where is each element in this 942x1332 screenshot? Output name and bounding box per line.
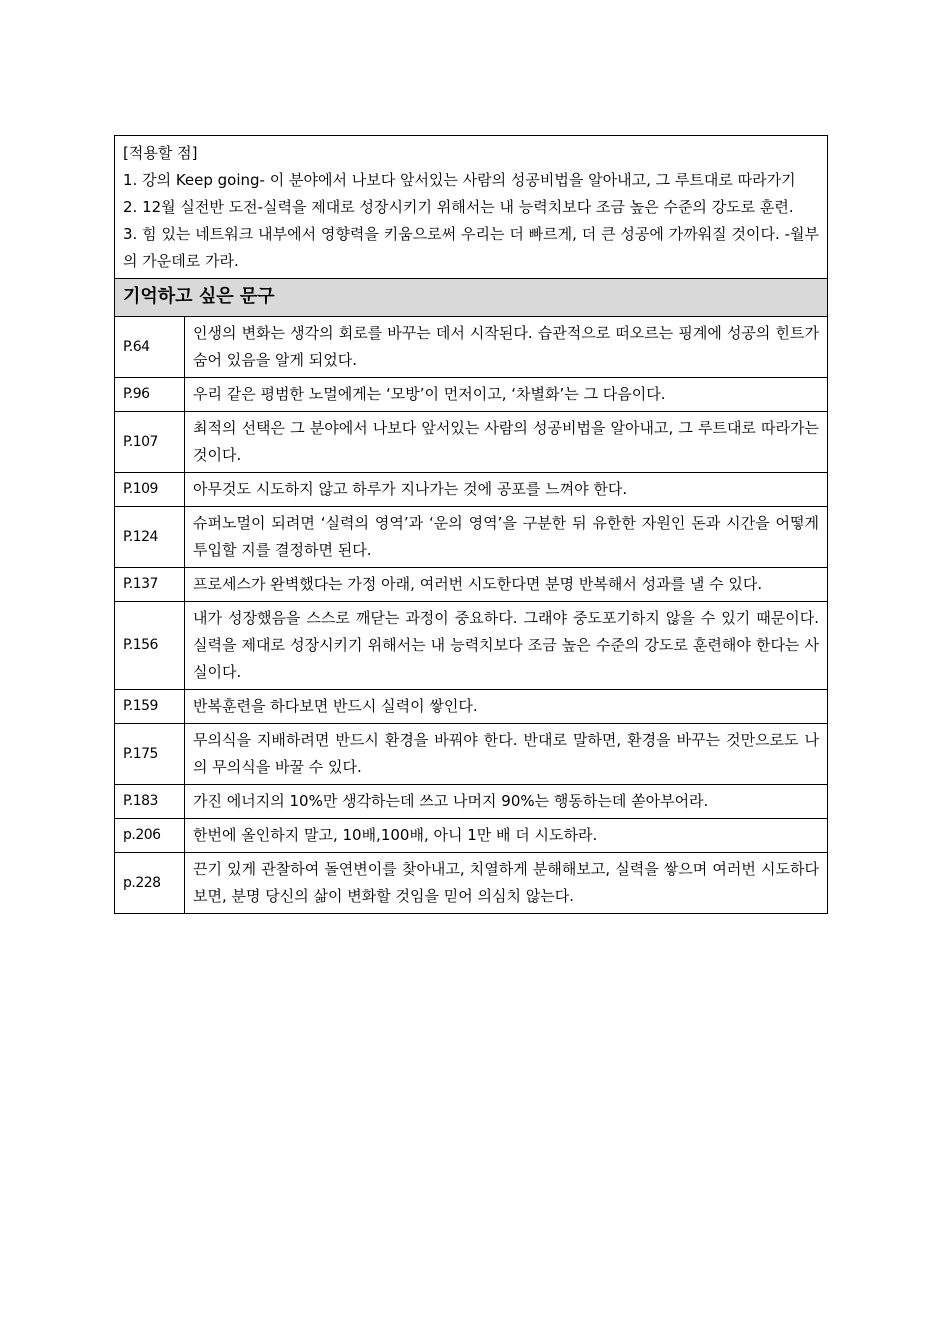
- quote-row: [115, 378, 828, 412]
- apply-section: [115, 136, 828, 279]
- apply-item-2: 2. 12월 실전반 도전-실력을 제대로 성장시키기 위해서는 내 능력치보다 조금 높은 수준의 강도로 훈련.: [123, 198, 794, 216]
- quote-text: 내가 성장했음을 스스로 깨닫는 과정이 중요하다. 그래야 중도포기하지 않을 수 있기 때문이다. 실력을 제대로 성장시키기 위해서는 내 능력치보다 조금 높은 수준의 강도로 훈련해야 한다는 사실이다.: [185, 602, 828, 690]
- apply-item-1: 1. 강의 Keep going- 이 분야에서 나보다 앞서있는 사람의 성공비법을 알아내고, 그 루트대로 따라가기: [123, 171, 796, 189]
- quote-row: [115, 785, 828, 819]
- notes-table: [114, 135, 828, 914]
- apply-item-3: 3. 힘 있는 네트워크 내부에서 영향력을 키움으로써 우리는 더 빠르게, 더 큰 성공에 가까워질 것이다. -월부의 가운데로 가라.: [123, 225, 819, 270]
- quote-page-number: p.206: [115, 819, 185, 853]
- quote-row: [115, 853, 828, 914]
- quote-text: 가진 에너지의 10%만 생각하는데 쓰고 나머지 90%는 행동하는데 쏟아부어라.: [185, 785, 828, 819]
- quote-page-number: P.109: [115, 473, 185, 507]
- quote-text: 끈기 있게 관찰하여 돌연변이를 찾아내고, 치열하게 분해해보고, 실력을 쌓으며 여러번 시도하다 보면, 분명 당신의 삶이 변화할 것임을 믿어 의심치 않는다.: [185, 853, 828, 914]
- quote-row: [115, 724, 828, 785]
- quote-page-number: P.96: [115, 378, 185, 412]
- quote-text: 한번에 올인하지 말고, 10배,100배, 아니 1만 배 더 시도하라.: [185, 819, 828, 853]
- quote-row: [115, 602, 828, 690]
- quote-page-number: P.137: [115, 568, 185, 602]
- quote-text: 프로세스가 완벽했다는 가정 아래, 여러번 시도한다면 분명 반복해서 성과를 낼 수 있다.: [185, 568, 828, 602]
- quote-text: 반복훈련을 하다보면 반드시 실력이 쌓인다.: [185, 690, 828, 724]
- quote-row: [115, 568, 828, 602]
- quote-page-number: P.107: [115, 412, 185, 473]
- quote-page-number: P.159: [115, 690, 185, 724]
- quotes-header-row: [115, 279, 828, 317]
- quote-row: [115, 507, 828, 568]
- quotes-section-title: 기억하고 싶은 문구: [115, 279, 828, 317]
- apply-heading: [적용할 점]: [123, 144, 198, 162]
- quote-page-number: P.124: [115, 507, 185, 568]
- quote-text: 우리 같은 평범한 노멀에게는 ‘모방’이 먼저이고, ‘차별화’는 그 다음이다.: [185, 378, 828, 412]
- quote-text: 최적의 선택은 그 분야에서 나보다 앞서있는 사람의 성공비법을 알아내고, 그 루트대로 따라가는 것이다.: [185, 412, 828, 473]
- quote-page-number: P.183: [115, 785, 185, 819]
- quote-text: 슈퍼노멀이 되려면 ‘실력의 영역’과 ‘운의 영역’을 구분한 뒤 유한한 자원인 돈과 시간을 어떻게 투입할 지를 결정하면 된다.: [185, 507, 828, 568]
- apply-section-row: [115, 136, 828, 279]
- quote-row: [115, 317, 828, 378]
- quote-page-number: P.175: [115, 724, 185, 785]
- quote-page-number: p.228: [115, 853, 185, 914]
- quote-row: [115, 473, 828, 507]
- quote-row: [115, 819, 828, 853]
- quote-text: 인생의 변화는 생각의 회로를 바꾸는 데서 시작된다. 습관적으로 떠오르는 핑계에 성공의 힌트가 숨어 있음을 알게 되었다.: [185, 317, 828, 378]
- quote-text: 아무것도 시도하지 않고 하루가 지나가는 것에 공포를 느껴야 한다.: [185, 473, 828, 507]
- quote-page-number: P.64: [115, 317, 185, 378]
- quote-text: 무의식을 지배하려면 반드시 환경을 바꿔야 한다. 반대로 말하면, 환경을 바꾸는 것만으로도 나의 무의식을 바꿀 수 있다.: [185, 724, 828, 785]
- quote-page-number: P.156: [115, 602, 185, 690]
- quote-row: [115, 412, 828, 473]
- quote-row: [115, 690, 828, 724]
